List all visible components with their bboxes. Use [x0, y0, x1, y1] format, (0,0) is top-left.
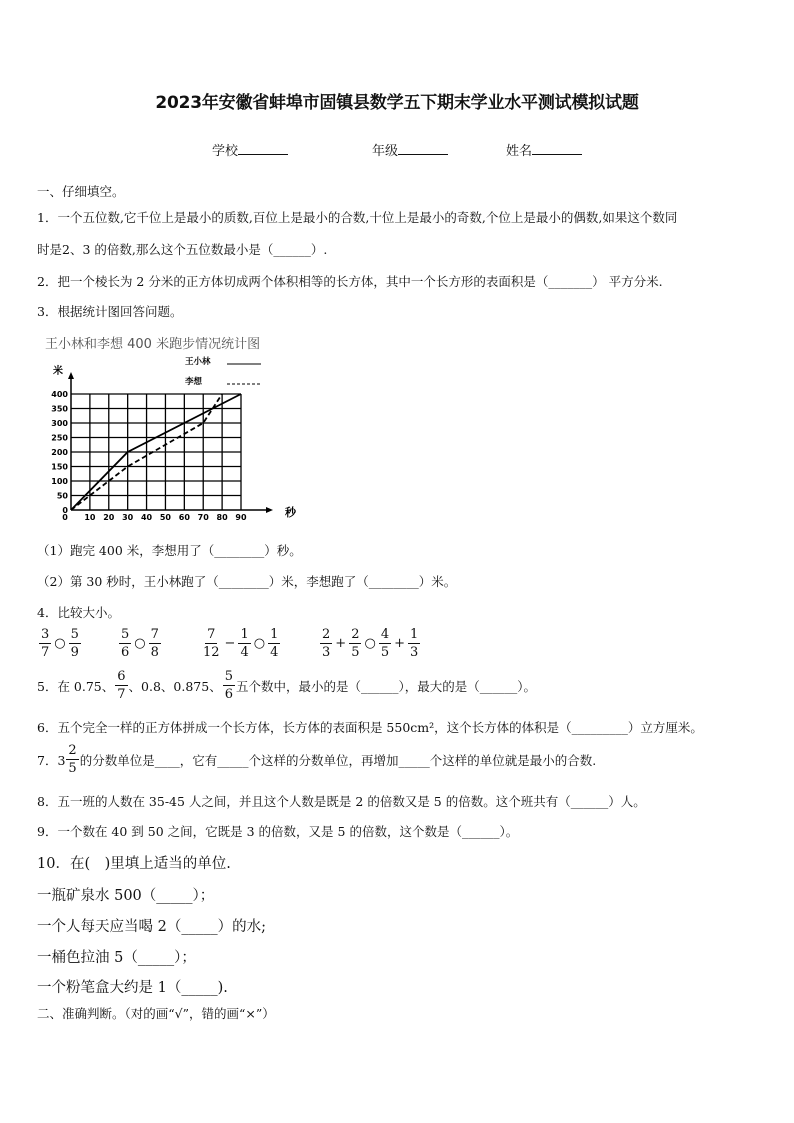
question-4: 4．比较大小。 — [37, 605, 120, 620]
question-10-item-2: 一个人每天应当喝 2（_____）的水; — [37, 919, 266, 935]
fraction: $\frac{2}{5}$ — [351, 627, 360, 660]
fraction: $\frac{6}{7}$ — [117, 669, 126, 702]
fraction: $\frac{2}{3}$ — [322, 627, 331, 660]
x-tick-label: 90 — [235, 513, 247, 522]
x-axis-label: 秒 — [285, 506, 296, 519]
name-blank[interactable] — [532, 142, 582, 155]
compare-circle[interactable]: ○ — [134, 636, 146, 651]
fraction: $\frac{5}{9}$ — [70, 627, 79, 660]
y-tick-label: 350 — [51, 404, 68, 414]
compare-circle[interactable]: ○ — [253, 636, 266, 651]
school-label: 学校 — [212, 144, 239, 159]
x-tick-label: 60 — [178, 513, 190, 522]
compare-expression-1 — [38, 628, 82, 659]
question-2: 2．把一个棱长为 2 分米的正方体切成两个体积相等的长方体，其中一个长方形的表面积是（_______） 平方分米. — [37, 274, 663, 289]
fraction: $\frac{7}{12}$ — [203, 627, 220, 660]
section-2-heading: 二、准确判断。（对的画“√”，错的画“×”） — [37, 1006, 275, 1021]
fraction: $\frac{1}{4}$ — [240, 627, 249, 660]
y-tick-label: 300 — [51, 419, 68, 428]
compare-circle[interactable]: ○ — [364, 636, 376, 651]
fraction: $\frac{5}{6}$ — [224, 669, 233, 702]
question-10-item-1: 一瓶矿泉水 500（_____）； — [37, 888, 215, 904]
school-field[interactable] — [212, 140, 288, 159]
fraction: $\frac{7}{8}$ — [150, 627, 159, 660]
x-tick-label: 50 — [159, 513, 172, 522]
question-10-item-4: 一个粉笔盒大约是 1（_____). — [37, 980, 228, 996]
name-field[interactable] — [506, 140, 582, 159]
y-tick-label: 0 — [62, 506, 68, 515]
fraction: $\frac{4}{5}$ — [380, 627, 390, 660]
section-1-heading: 一、仔细填空。 — [37, 184, 125, 199]
x-tick-label: 70 — [197, 513, 209, 522]
plus-sign: + — [335, 636, 347, 651]
y-tick-label: 150 — [51, 462, 68, 472]
question-3-part-2: （2）第 30 秒时，王小林跑了（________）米，李想跑了（________）米。 — [37, 574, 457, 589]
school-blank[interactable] — [238, 142, 288, 155]
compare-expression-2 — [118, 628, 162, 659]
question-9: 9．一个数在 40 到 50 之间，它既是 3 的倍数，又是 5 的倍数，这个数是（______）。 — [37, 824, 519, 839]
question-6: 6．五个完全一样的正方体拼成一个长方体，长方体的表面积是 550cm²，这个长方体的体积是（_________）立方厘米。 — [37, 720, 703, 735]
y-tick-label: 200 — [51, 448, 68, 457]
name-label: 姓名 — [506, 144, 533, 159]
fraction: $\frac{5}{6}$ — [121, 627, 130, 660]
fraction: $\frac{1}{3}$ — [410, 627, 419, 660]
question-3-part-1: （1）跑完 400 米，李想用了（________）秒。 — [37, 543, 302, 558]
x-tick-label: 30 — [122, 513, 134, 522]
grade-blank[interactable] — [398, 142, 448, 155]
page-title: 2023年安徽省蚌埠市固镇县数学五下期末学业水平测试模拟试题 — [155, 93, 639, 113]
question-1-line-2: 时是2、3 的倍数,那么这个五位数最小是（______）. — [37, 242, 328, 257]
question-8: 8．五一班的人数在 35-45 人之间，并且这个人数是既是 2 的倍数又是 5 的倍数。这个班共有（______）人。 — [37, 794, 646, 809]
question-7: 7．3 $\frac{2}{5}$ 的分数单位是____，它有_____个这样的分数单位，再增加_____个这样的单位就是最小的合数. — [37, 743, 597, 776]
y-axis-arrow — [68, 372, 74, 379]
y-tick-label: 250 — [51, 433, 68, 443]
fraction: $\frac{3}{7}$ — [41, 627, 50, 660]
question-10-item-3: 一桶色拉油 5（_____）； — [37, 950, 196, 966]
question-1-line-1: 1．一个五位数,它千位上是最小的质数,百位上是最小的合数,十位上是最小的奇数,个位上是最小的偶数,如果这个数同 — [37, 210, 678, 225]
x-tick-label: 0 — [62, 513, 68, 522]
legend-label: 李想 — [185, 377, 203, 387]
x-tick-label: 20 — [103, 513, 115, 522]
plus-sign: + — [394, 636, 405, 651]
compare-expression-4 — [319, 628, 421, 659]
grade-field[interactable] — [372, 140, 448, 159]
fraction: $\frac{2}{5}$ — [68, 743, 77, 776]
x-axis-arrow — [266, 507, 273, 513]
running-line-chart — [35, 332, 335, 528]
question-10: 10．在( )里填上适当的单位. — [37, 856, 231, 872]
compare-circle[interactable]: ○ — [54, 636, 66, 651]
y-tick-label: 50 — [56, 491, 68, 501]
minus-sign: − — [224, 636, 236, 651]
compare-expression-3 — [200, 628, 281, 659]
question-5: 5．在 0.75、 $\frac{6}{7}$ 、0.8、0.875、 $\frac{5}{6}$ 五个数中，最小的是（______），最大的是（______）。 — [37, 669, 537, 702]
grade-label: 年级 — [372, 144, 399, 159]
question-3: 3．根据统计图回答问题。 — [37, 304, 183, 319]
y-tick-label: 400 — [51, 390, 68, 399]
x-tick-label: 40 — [140, 513, 153, 522]
chart-title: 王小林和李想 400 米跑步情况统计图 — [45, 337, 261, 352]
fraction: $\frac{1}{4}$ — [270, 627, 279, 660]
y-tick-label: 100 — [51, 477, 68, 486]
x-tick-label: 10 — [84, 513, 96, 522]
y-axis-label: 米 — [53, 366, 63, 377]
x-tick-label: 80 — [216, 513, 228, 522]
legend-label: 王小林 — [185, 357, 211, 367]
